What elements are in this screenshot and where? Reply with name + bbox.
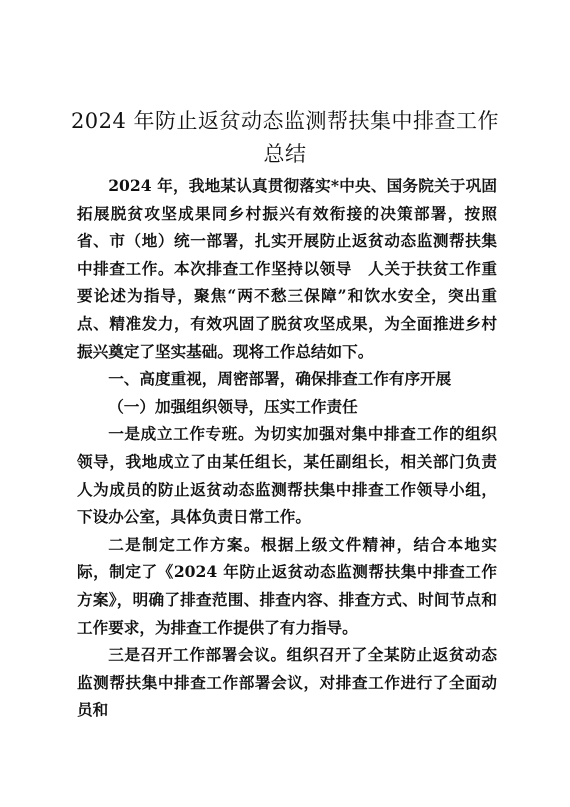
- document-title-line-2: 总结: [263, 142, 307, 166]
- section-heading-1: 一、高度重视，周密部署，确保排查工作有序开展: [108, 369, 452, 389]
- document-title-line-1: 2024 年防止返贫动态监测帮扶集中排查工作: [70, 109, 500, 133]
- document-body: [77, 172, 497, 724]
- body-paragraph: 一是成立工作专班。为切实加强对集中排查工作的组织领导，我地成立了由某任组长，某任副组长，相关部门负责人为成员的防止返贫动态监测帮扶集中排查工作领导小组，下设办公室，具体负责日常工作。: [77, 424, 497, 527]
- subsection-heading-1: （一）加强组织领导，压实工作责任: [108, 396, 358, 416]
- body-paragraph: 二是制定工作方案。根据上级文件精神，结合本地实际，制定了《2024 年防止返贫动态监测帮扶集中排查工作方案》，明确了排查范围、排查内容、排查方式、时间节点和工作要求，为排查工作提供了有力指导。: [77, 534, 497, 637]
- intro-paragraph: 2024 年，我地某认真贯彻落实*中央、国务院关于巩固拓展脱贫攻坚成果同乡村振兴有效衔接的决策部署，按照省、市（地）统一部署，扎实开展防止返贫动态监测帮扶集中排查工作。本次排查工作坚持以领导 人关于扶贫工作重要论述为指导，聚焦“两不愁三保障”和饮水安全，突出重点、精准发力，有效巩固了脱贫攻坚成果，为全面推进乡村振兴奠定了坚实基础。现将工作总结如下。: [77, 176, 497, 361]
- body-paragraph: 三是召开工作部署会议。组织召开了全某防止返贫动态监测帮扶集中排查工作部署会议，对排查工作进行了全面动员和: [77, 645, 497, 720]
